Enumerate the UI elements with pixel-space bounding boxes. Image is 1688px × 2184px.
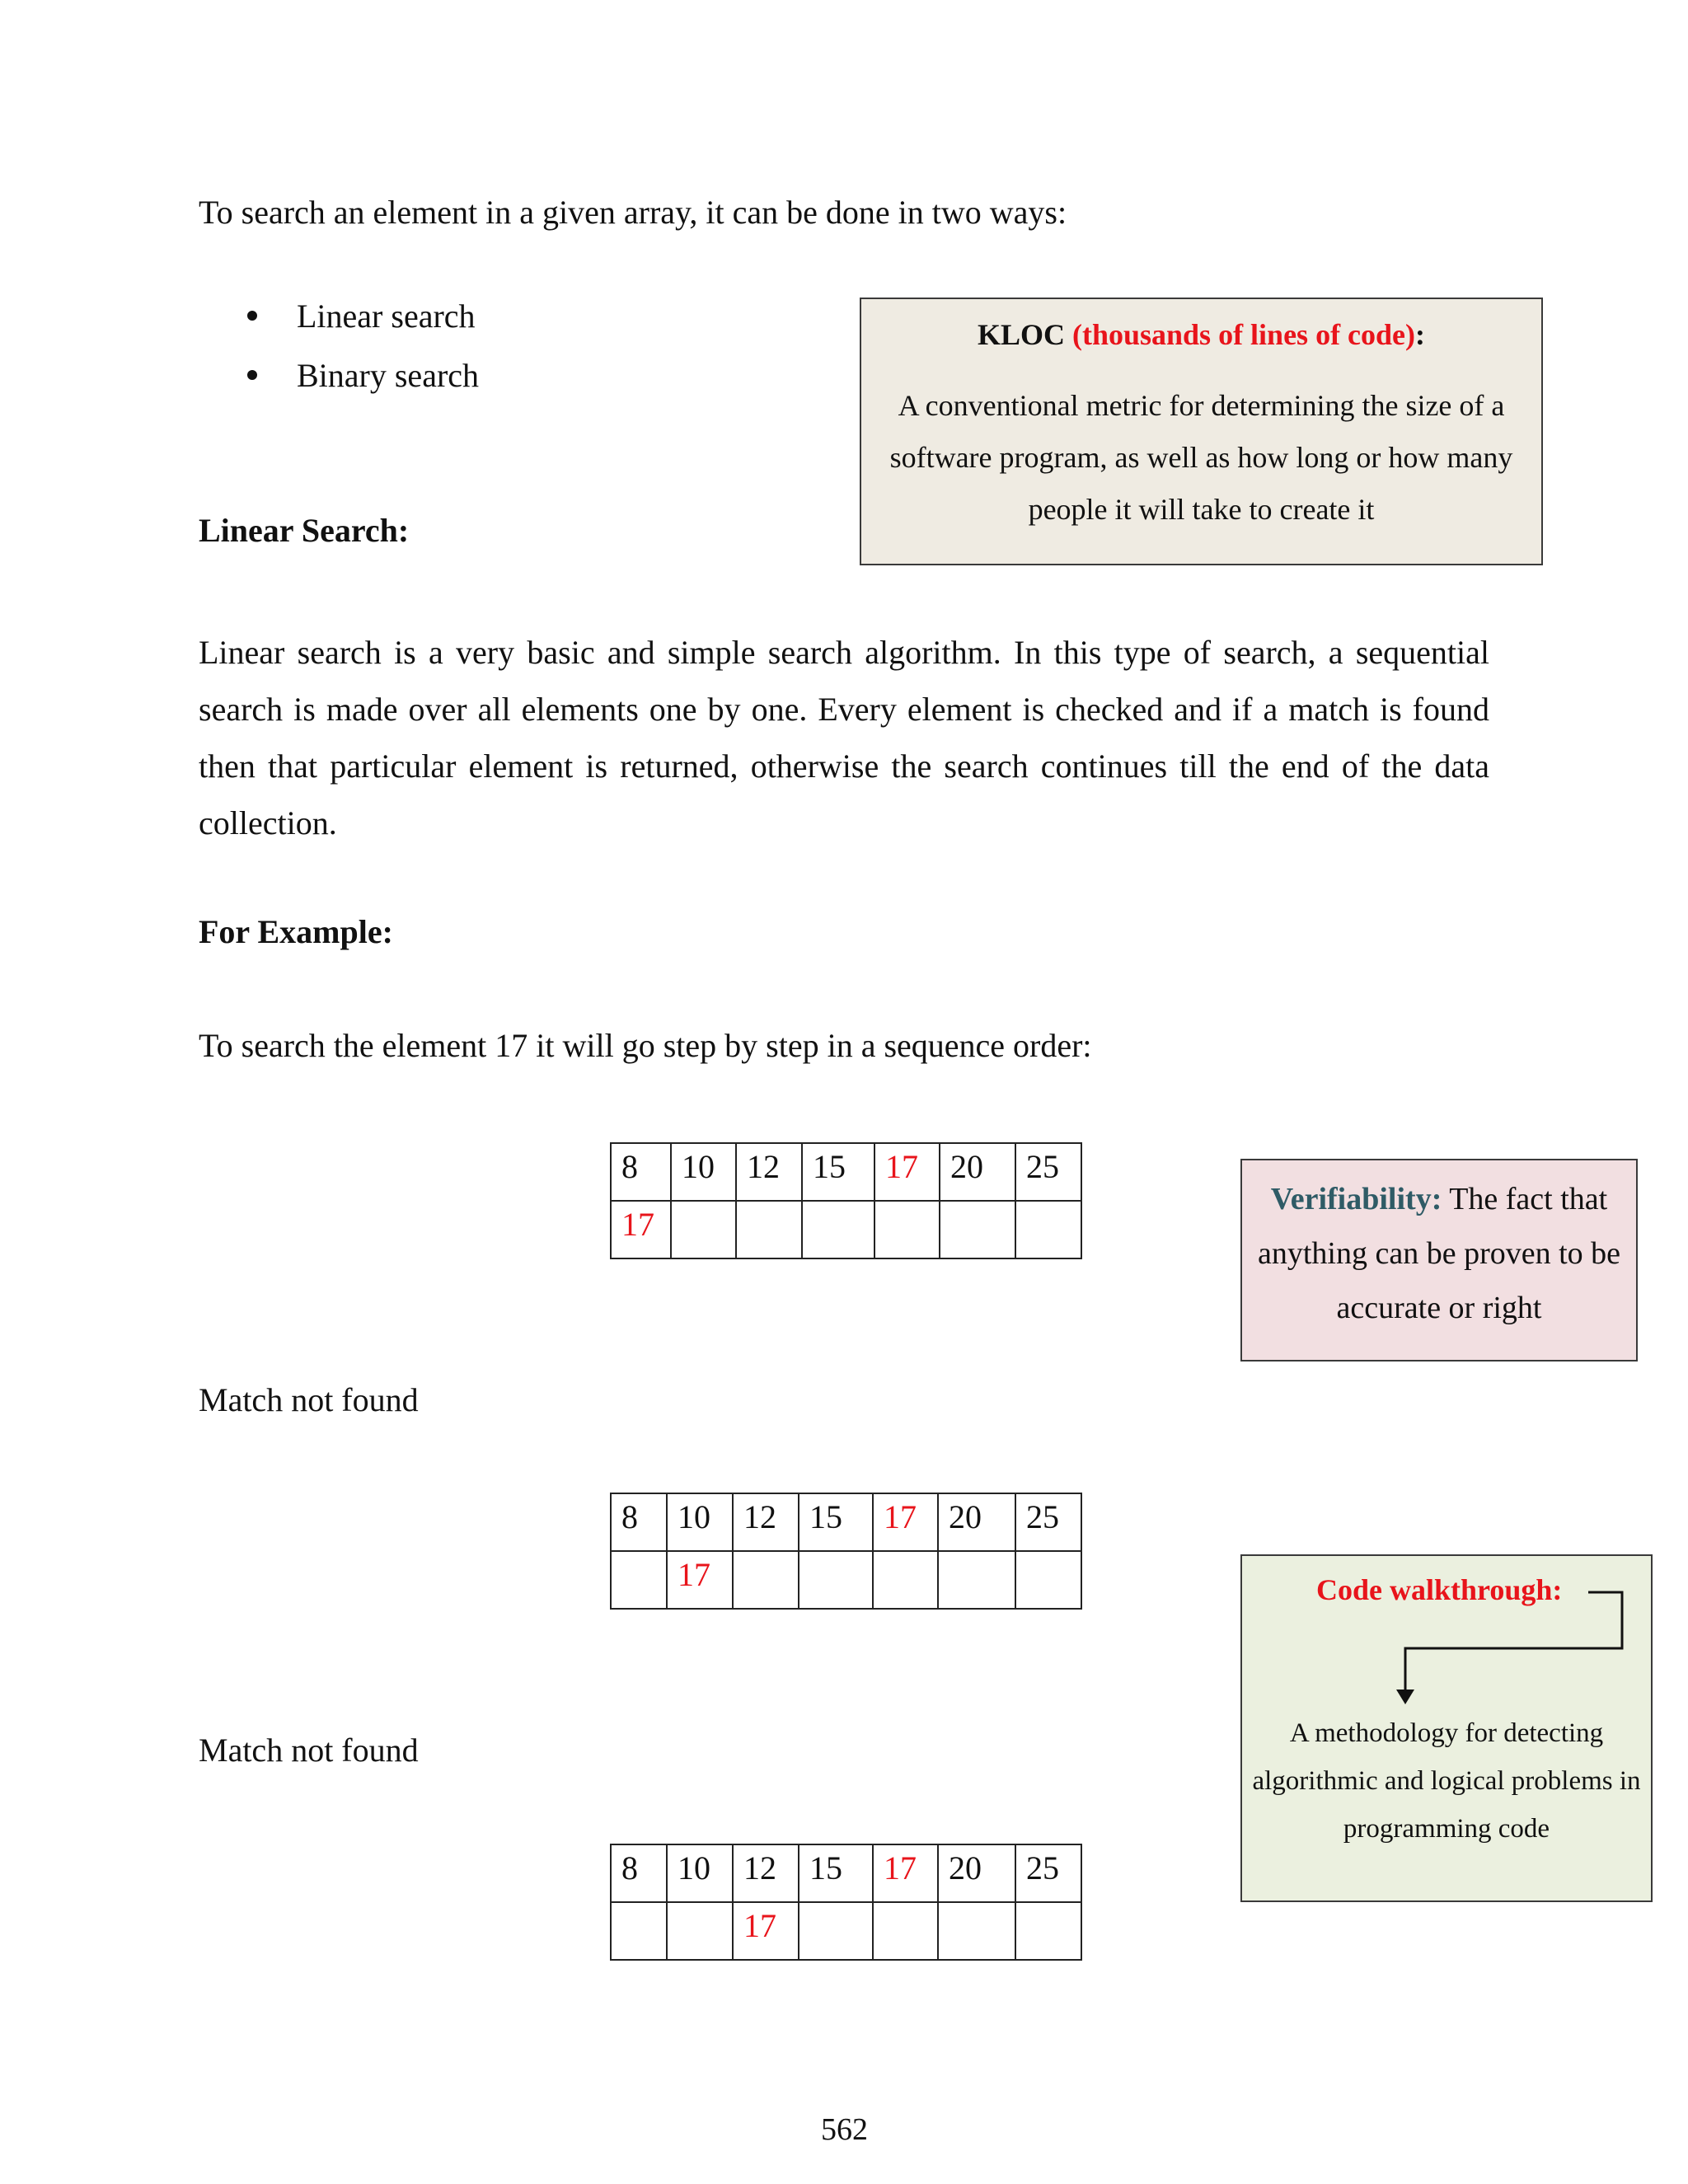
empty-cell bbox=[611, 1551, 667, 1609]
empty-cell bbox=[671, 1201, 736, 1258]
array-cell: 15 bbox=[802, 1143, 874, 1201]
array-cell: 25 bbox=[1015, 1844, 1081, 1902]
bullet-icon bbox=[247, 370, 257, 380]
example-heading: For Example: bbox=[199, 913, 393, 950]
array-cell: 10 bbox=[671, 1143, 736, 1201]
list-item-label: Linear search bbox=[297, 297, 476, 335]
match-status: Match not found bbox=[199, 1732, 419, 1769]
kloc-title bbox=[861, 317, 1541, 352]
empty-cell bbox=[799, 1551, 873, 1609]
code-walkthrough-callout bbox=[1240, 1554, 1653, 1902]
search-row bbox=[611, 1201, 1081, 1258]
search-row bbox=[611, 1902, 1081, 1960]
empty-cell bbox=[874, 1201, 940, 1258]
array-cell: 20 bbox=[938, 1844, 1015, 1902]
list-item bbox=[247, 286, 479, 345]
empty-cell bbox=[799, 1902, 873, 1960]
empty-cell bbox=[1015, 1902, 1081, 1960]
array-row bbox=[611, 1844, 1081, 1902]
array-cell: 15 bbox=[799, 1493, 873, 1551]
array-cell-target: 17 bbox=[873, 1493, 938, 1551]
kloc-definition: A conventional metric for determining the size of a software program, as well as how long or how many people it will take to create it bbox=[889, 389, 1513, 526]
empty-cell bbox=[611, 1902, 667, 1960]
array-cell: 25 bbox=[1015, 1143, 1081, 1201]
array-row bbox=[611, 1143, 1081, 1201]
code-walkthrough-definition: A methodology for detecting algorithmic and logical problems in programming code bbox=[1252, 1718, 1641, 1844]
search-pointer-cell: 17 bbox=[611, 1201, 671, 1258]
empty-cell bbox=[667, 1902, 733, 1960]
empty-cell bbox=[802, 1201, 874, 1258]
intro-text: To search an element in a given array, it can be done in two ways: bbox=[199, 194, 1067, 231]
empty-cell bbox=[1015, 1201, 1081, 1258]
verifiability-callout bbox=[1240, 1159, 1638, 1361]
search-methods-list bbox=[247, 286, 479, 405]
empty-cell bbox=[873, 1551, 938, 1609]
empty-cell bbox=[736, 1201, 802, 1258]
verifiability-term: Verifiability: bbox=[1270, 1182, 1442, 1216]
array-cell: 15 bbox=[799, 1844, 873, 1902]
page-number: 562 bbox=[821, 2112, 868, 2147]
array-cell: 10 bbox=[667, 1844, 733, 1902]
search-step-table bbox=[610, 1142, 1082, 1259]
array-cell: 20 bbox=[938, 1493, 1015, 1551]
array-cell: 12 bbox=[733, 1844, 799, 1902]
verifiability-text bbox=[1257, 1172, 1621, 1335]
search-pointer-cell: 17 bbox=[733, 1902, 799, 1960]
verifiability-definition: The fact that anything can be proven to be accurate or right bbox=[1257, 1182, 1621, 1325]
linear-search-heading: Linear Search: bbox=[199, 512, 410, 549]
array-row bbox=[611, 1493, 1081, 1551]
array-cell: 25 bbox=[1015, 1493, 1081, 1551]
empty-cell bbox=[938, 1902, 1015, 1960]
list-item bbox=[247, 345, 479, 405]
kloc-term: KLOC bbox=[977, 318, 1065, 351]
empty-cell bbox=[733, 1551, 799, 1609]
array-cell: 10 bbox=[667, 1493, 733, 1551]
empty-cell bbox=[1015, 1551, 1081, 1609]
example-intro: To search the element 17 it will go step by step in a sequence order: bbox=[199, 1027, 1092, 1064]
array-cell: 8 bbox=[611, 1844, 667, 1902]
array-cell-target: 17 bbox=[873, 1844, 938, 1902]
linear-search-paragraph: Linear search is a very basic and simple search algorithm. In this type of search, a sequential search is made over all elements one by one. Every element is checked and if a match is found then that particular element is returned, otherwise the search continues till the end of the data collection. bbox=[199, 634, 1489, 841]
match-status: Match not found bbox=[199, 1381, 419, 1418]
empty-cell bbox=[940, 1201, 1015, 1258]
kloc-colon: : bbox=[1415, 318, 1426, 351]
search-row bbox=[611, 1551, 1081, 1609]
array-cell: 12 bbox=[733, 1493, 799, 1551]
code-walkthrough-term: Code walkthrough: bbox=[1316, 1573, 1563, 1606]
empty-cell bbox=[938, 1551, 1015, 1609]
array-cell: 12 bbox=[736, 1143, 802, 1201]
search-pointer-cell: 17 bbox=[667, 1551, 733, 1609]
list-item-label: Binary search bbox=[297, 356, 480, 394]
empty-cell bbox=[873, 1902, 938, 1960]
kloc-callout bbox=[860, 298, 1543, 565]
array-cell: 8 bbox=[611, 1493, 667, 1551]
array-cell: 8 bbox=[611, 1143, 671, 1201]
array-cell: 20 bbox=[940, 1143, 1015, 1201]
bullet-icon bbox=[247, 311, 257, 321]
kloc-expansion: (thousands of lines of code) bbox=[1071, 318, 1416, 351]
array-cell-target: 17 bbox=[874, 1143, 940, 1201]
search-step-table bbox=[610, 1844, 1082, 1961]
search-step-table bbox=[610, 1493, 1082, 1610]
